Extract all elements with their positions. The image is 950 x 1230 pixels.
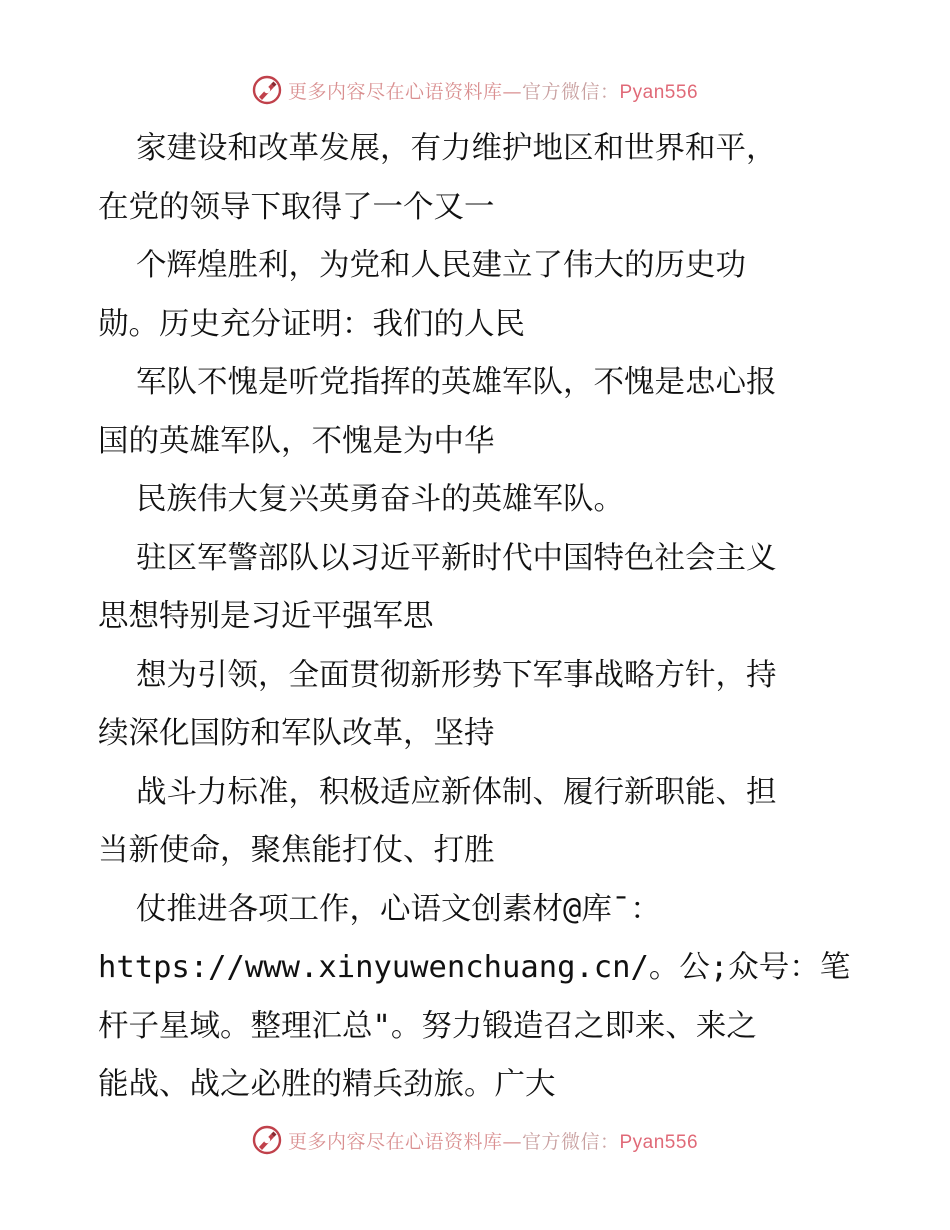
header-banner-handle: Pyan556 xyxy=(619,81,699,103)
footer-banner-main: 更多内容尽在心语资料库 xyxy=(287,1130,503,1153)
header-watermark-banner xyxy=(0,70,950,110)
footer-watermark-banner xyxy=(0,1120,950,1160)
footer-banner-handle: Pyan556 xyxy=(619,1131,699,1153)
text-line: 战斗力标准，积极适应新体制、履行新职能、担 xyxy=(136,774,777,810)
text-line: https://www.xinyuwenchuang.cn/。公;众号：笔 xyxy=(98,950,851,985)
pen-logo-icon xyxy=(252,75,282,105)
text-line: 能战、战之必胜的精兵劲旅。广大 xyxy=(98,1067,556,1102)
text-line: 军队不愧是听党指挥的英雄军队，不愧是忠心报 xyxy=(136,365,777,400)
header-banner-main: 更多内容尽在心语资料库 xyxy=(287,80,503,103)
text-line: 在党的领导下取得了一个又一 xyxy=(98,189,495,225)
header-banner-dash: — xyxy=(502,80,522,103)
footer-banner-official-label: 官方微信： xyxy=(521,1130,620,1153)
text-line: 勋。历史充分证明：我们的人民 xyxy=(98,306,525,342)
text-line: 当新使命，聚焦能打仗、打胜 xyxy=(98,833,495,868)
pen-logo-icon xyxy=(252,1125,282,1155)
text-line: 家建设和改革发展，有力维护地区和世界和平， xyxy=(136,131,777,166)
footer-banner-text xyxy=(288,1127,698,1154)
text-line: 国的英雄军队，不愧是为中华 xyxy=(98,423,495,459)
text-line: 续深化国防和军队改革，坚持 xyxy=(98,716,495,751)
text-line: 想为引领，全面贯彻新形势下军事战略方针，持 xyxy=(136,657,777,693)
document-body xyxy=(98,120,858,1115)
footer-banner-dash: — xyxy=(502,1130,522,1153)
text-line: 个辉煌胜利，为党和人民建立了伟大的历史功 xyxy=(136,248,746,283)
text-line: 杆子星域。整理汇总"。努力锻造召之即来、来之 xyxy=(98,1008,757,1044)
header-banner-text xyxy=(288,77,698,104)
text-line: 思想特别是习近平强军思 xyxy=(98,599,434,634)
text-line: 仗推进各项工作，心语文创素材@库¯： xyxy=(136,891,661,927)
text-line: 民族伟大复兴英勇奋斗的英雄军队。 xyxy=(136,482,624,517)
text-line: 驻区军警部队以习近平新时代中国特色社会主义 xyxy=(136,540,777,576)
header-banner-official-label: 官方微信： xyxy=(521,80,620,103)
